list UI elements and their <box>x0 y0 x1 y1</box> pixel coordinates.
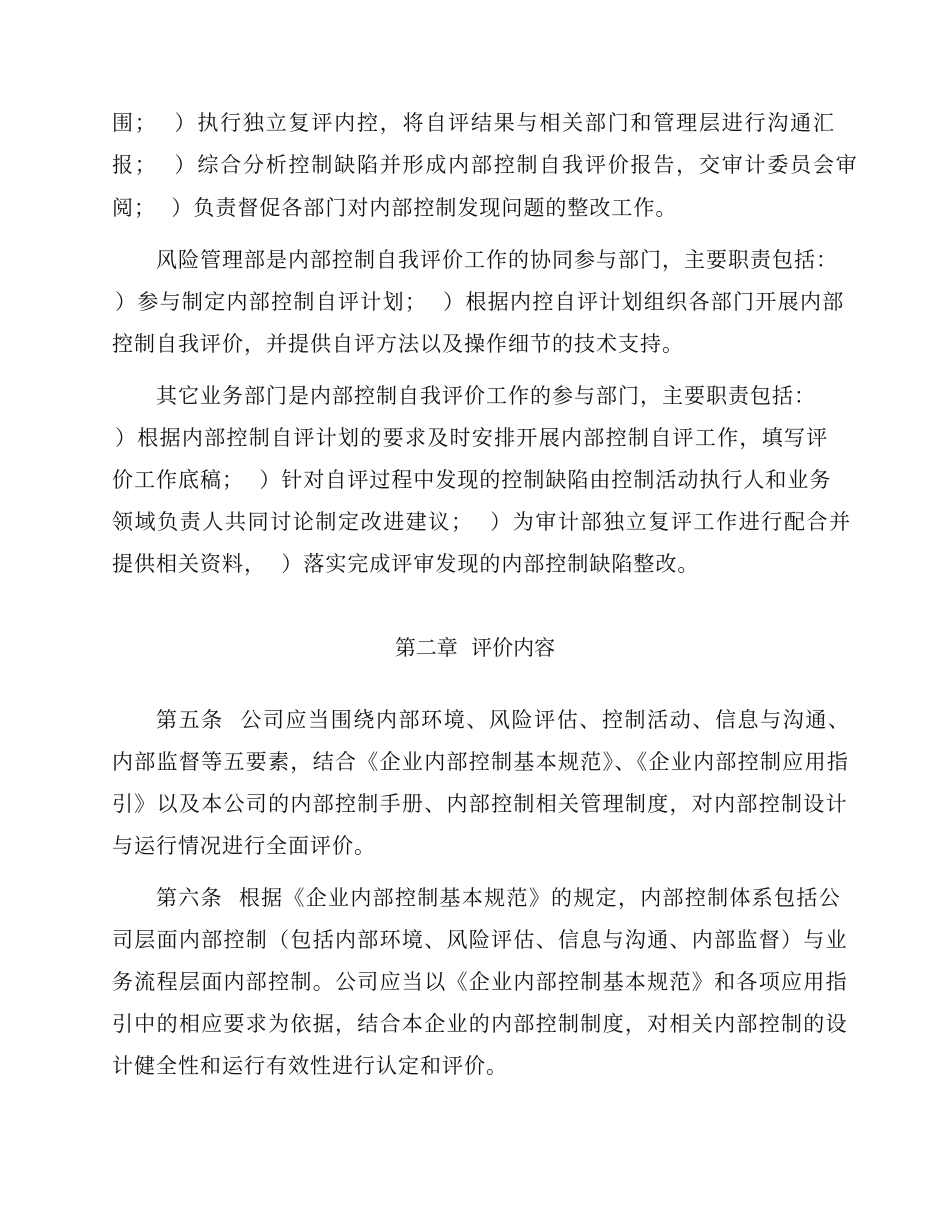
article-line: 引》以及本公司的内部控制手册、内部控制相关管理制度，对内部控制设计 <box>112 792 848 816</box>
article-line: 内部监督等五要素，结合《企业内部控制基本规范》、《企业内部控制应用指 <box>112 750 850 774</box>
article-line: 务流程层面内部控制。公司应当以《企业内部控制基本规范》和各项应用指 <box>112 970 848 994</box>
article-line: 计健全性和运行有效性进行认定和评价。 <box>112 1054 508 1078</box>
paragraph-line: 报； ）综合分析控制缺陷并形成内部控制自我评价报告，交审计委员会审 <box>112 153 859 177</box>
paragraph-line: ）参与制定内部控制自评计划； ）根据内控自评计划组织各部门开展内部 <box>115 290 845 314</box>
article-line: 第五条 公司应当围绕内部环境、风险评估、控制活动、信息与沟通、 <box>156 708 851 732</box>
paragraph-line: 领域负责人共同讨论制定改进建议； ）为审计部独立复评工作进行配合并 <box>112 510 852 534</box>
paragraph-line: 围； ）执行独立复评内控，将自评结果与相关部门和管理层进行沟通汇 <box>112 111 836 135</box>
article-line: 第六条 根据《企业内部控制基本规范》的规定，内部控制体系包括公 <box>156 886 841 910</box>
paragraph-line: 提供相关资料， ）落实完成评审发现的内部控制缺陷整改。 <box>112 552 700 576</box>
article-line: 引中的相应要求为依据，结合本企业的内部控制制度，对相关内部控制的设 <box>112 1012 848 1036</box>
paragraph-line: 阅； ）负责督促各部门对内部控制发现问题的整改工作。 <box>112 196 678 220</box>
paragraph-line: ）根据内部控制自评计划的要求及时安排开展内部控制自评工作，填写评 <box>115 426 829 450</box>
paragraph-line: 控制自我评价，并提供自评方法以及操作细节的技术支持。 <box>112 332 684 356</box>
paragraph-line: 风险管理部是内部控制自我评价工作的协同参与部门，主要职责包括： <box>156 248 838 272</box>
paragraph-line: 其它业务部门是内部控制自我评价工作的参与部门，主要职责包括： <box>156 384 816 408</box>
article-line: 与运行情况进行全面评价。 <box>112 834 376 858</box>
paragraph-line: 价工作底稿； ）针对自评过程中发现的控制缺陷由控制活动执行人和业务 <box>112 468 832 492</box>
chapter-heading: 第二章 评价内容 <box>394 636 556 660</box>
article-line: 司层面内部控制（包括内部环境、风险评估、信息与沟通、内部监督）与业 <box>112 928 848 952</box>
